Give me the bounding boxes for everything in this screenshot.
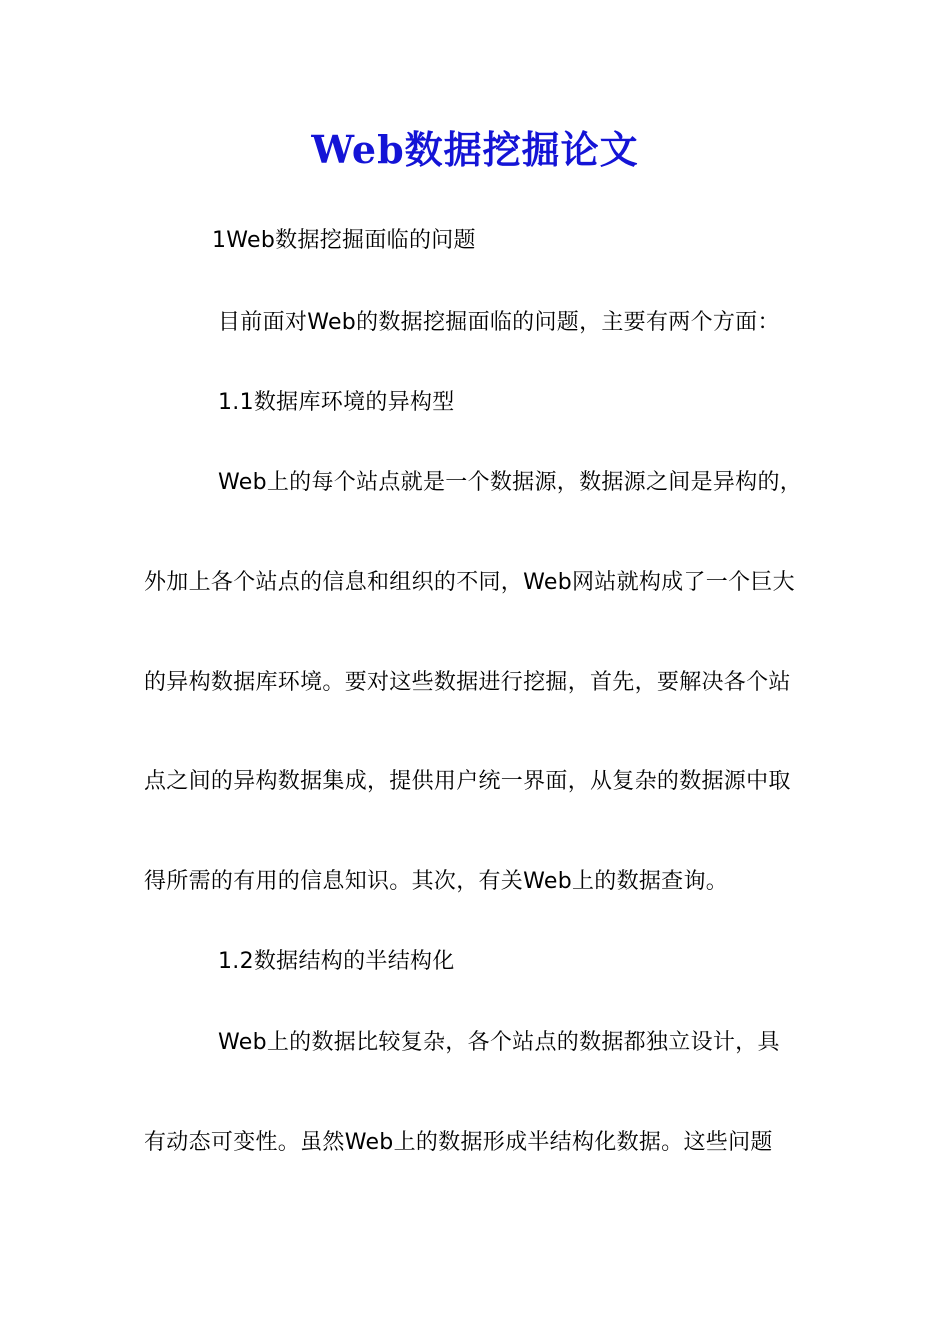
paragraph-line: 得所需的有用的信息知识。其次，有关Web上的数据查询。 (144, 869, 729, 894)
document-title: Web数据挖掘论文 (311, 127, 639, 172)
paragraph-line: 点之间的异构数据集成，提供用户统一界面，从复杂的数据源中取 (144, 769, 791, 794)
section-heading-1-2: 1.2数据结构的半结构化 (218, 949, 455, 974)
section-heading-1-1: 1.1数据库环境的异构型 (218, 390, 455, 415)
section-heading-1: 1Web数据挖掘面临的问题 (212, 228, 476, 253)
paragraph-line: 有动态可变性。虽然Web上的数据形成半结构化数据。这些问题 (144, 1130, 773, 1155)
paragraph-line: Web上的数据比较复杂，各个站点的数据都独立设计，具 (218, 1030, 780, 1055)
paragraph-line: 的异构数据库环境。要对这些数据进行挖掘，首先，要解决各个站 (144, 670, 791, 695)
paragraph-line: 外加上各个站点的信息和组织的不同，Web网站就构成了一个巨大 (144, 570, 795, 595)
paragraph-line: Web上的每个站点就是一个数据源，数据源之间是异构的， (218, 470, 803, 495)
intro-paragraph: 目前面对Web的数据挖掘面临的问题，主要有两个方面： (218, 310, 780, 335)
